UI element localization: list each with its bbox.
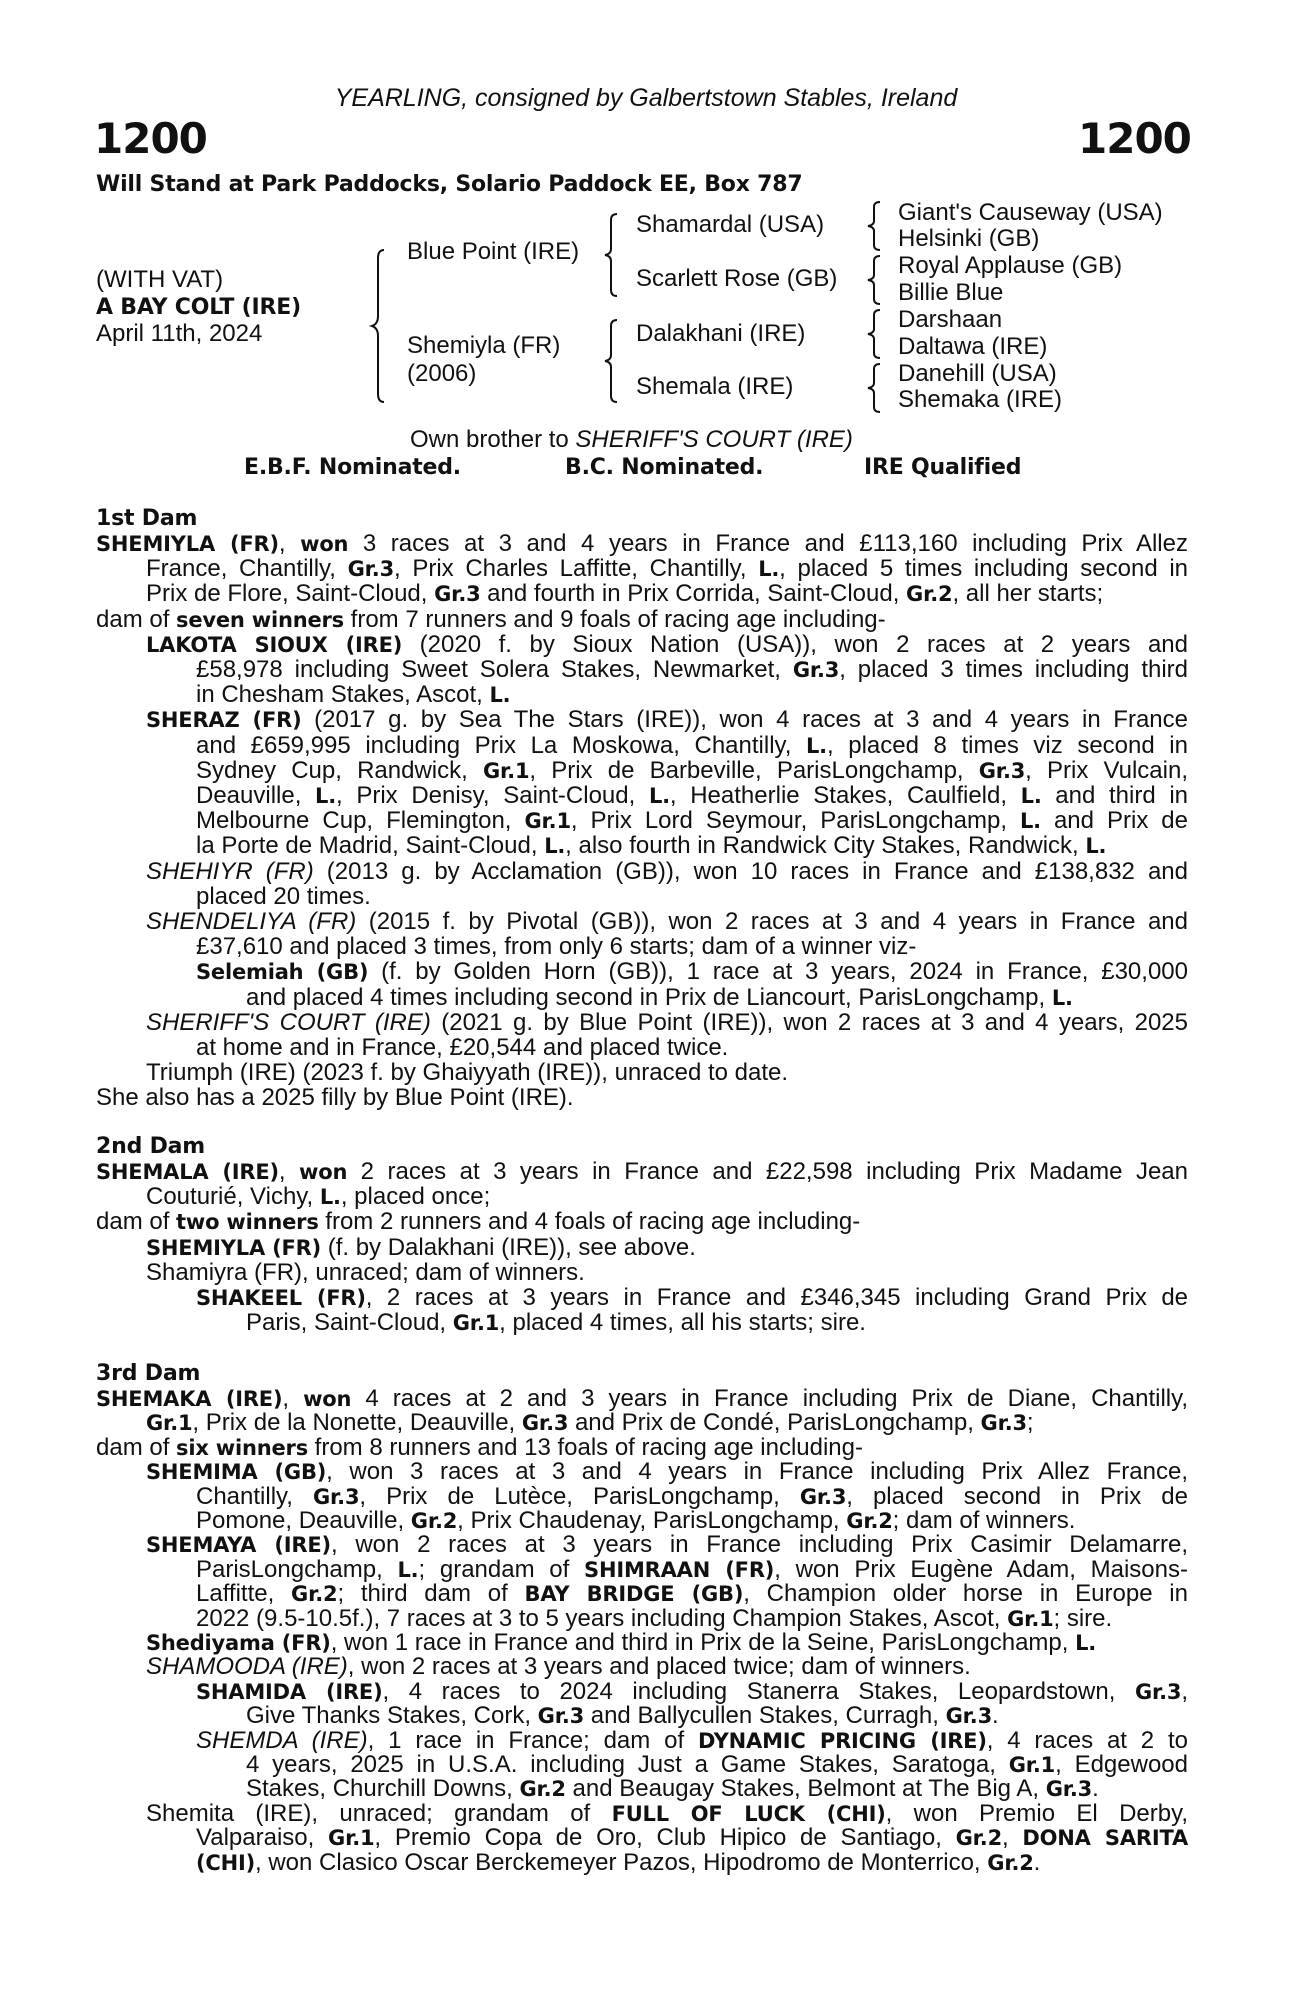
bold-text: Gr.1 (452, 1311, 500, 1336)
pedigree-sire-sire: Shamardal (USA) (636, 211, 825, 238)
pedigree-bracket-g1 (866, 200, 886, 252)
text: Shamiyra (FR), unraced; dam of winners. (146, 1258, 585, 1286)
text: , Premio Copa de Oro, Club Hipico de Santiago, (374, 1825, 956, 1852)
text: and Prix de (1040, 808, 1188, 835)
text: and £659,995 including Prix La Moskowa, Chantilly, (196, 732, 806, 759)
text: , Prix de Lutèce, ParisLongchamp, (359, 1483, 800, 1510)
text: from 2 runners and 4 foals of racing age including- (318, 1208, 861, 1236)
text: ; grandam of (418, 1556, 585, 1583)
text: , won 1 race in France and third in Prix de la Seine, ParisLongchamp, (330, 1629, 1076, 1656)
vat-note: (WITH VAT) (96, 266, 224, 293)
pedigree-g3-3: Royal Applause (GB) (898, 252, 1123, 279)
text: , placed once; (340, 1183, 491, 1211)
text-line (196, 1557, 1188, 1583)
text: , Champion older horse in Europe in (743, 1581, 1188, 1608)
pedigree-sire-dam: Scarlett Rose (GB) (636, 265, 838, 292)
text-line (246, 1310, 866, 1336)
text: £58,978 including Sweet Solera Stakes, Newmarket, (196, 657, 793, 683)
text-line (196, 1484, 1188, 1510)
text-line (146, 1235, 696, 1261)
text: , placed 4 times, all his starts; sire. (499, 1309, 866, 1337)
bold-text: Gr.3 (1134, 1679, 1182, 1704)
own-brother-name: SHERIFF'S COURT (IRE) (575, 426, 853, 453)
text: £37,610 and placed 3 times, from only 6 starts; dam of a winner viz- (196, 933, 917, 961)
bold-text: two winners (176, 1210, 319, 1235)
bold-text: Gr.3 (434, 582, 481, 607)
bold-text: Gr.1 (524, 809, 571, 834)
text: from 8 runners and 13 foals of racing age including- (308, 1433, 863, 1461)
bold-text: SHEMALA (IRE) (96, 1160, 279, 1184)
pedigree-g3-5: Darshaan (898, 306, 1003, 333)
text: and third in (1041, 783, 1188, 809)
bold-text: Gr.1 (1007, 1606, 1054, 1631)
bold-text: Gr.3 (978, 758, 1026, 783)
text-line (146, 581, 1103, 607)
bold-text: (CHI) (196, 1850, 255, 1875)
text-line (196, 808, 1188, 834)
pedigree-g3-6: Daltawa (IRE) (898, 333, 1048, 360)
text-line (196, 783, 1188, 809)
pedigree-bracket-g2 (866, 254, 886, 306)
lot-number-right: 1200 (1078, 114, 1191, 163)
bold-text: Selemiah (GB) (196, 960, 369, 985)
bold-text: L. (1020, 809, 1041, 834)
text: Melbourne Cup, Flemington, (196, 808, 525, 835)
bold-text: won (303, 1387, 352, 1411)
bold-text: FULL OF LUCK (CHI) (611, 1801, 886, 1826)
text: France, Chantilly, (146, 556, 348, 583)
text: Stakes, Churchill Downs, (246, 1775, 520, 1803)
bold-text: Gr.3 (792, 658, 840, 682)
bold-text: Gr.1 (328, 1826, 375, 1851)
text-line (196, 959, 1188, 985)
bold-text: L. (315, 784, 337, 808)
text: ParisLongchamp, (196, 1556, 398, 1583)
ire-qualified: IRE Qualified (864, 455, 1022, 480)
pedigree-sire: Blue Point (IRE) (407, 238, 580, 265)
text: placed 20 times. (196, 882, 371, 910)
text-line (196, 733, 1188, 759)
text: She also has a 2025 filly by Blue Point (IRE). (96, 1084, 574, 1112)
text: , 1 race in France; dam of (367, 1727, 698, 1754)
text: , Prix Lord Seymour, ParisLongchamp, (570, 808, 1020, 835)
text: , (282, 1386, 304, 1412)
text: and placed 4 times including second in Prix de Liancourt, ParisLongchamp, (246, 983, 1052, 1011)
text: Sydney Cup, Randwick, (196, 757, 483, 784)
text: , (1181, 1678, 1188, 1705)
text: (2015 f. by Pivotal (GB)), won 2 races at 3 and 4 years in France and (356, 909, 1188, 935)
pedigree-g3-4: Billie Blue (898, 279, 1004, 306)
bold-text: L. (758, 557, 780, 582)
pedigree-g3-7: Danehill (USA) (898, 360, 1057, 387)
pedigree-dam-sire: Dalakhani (IRE) (636, 320, 806, 347)
bold-text: Gr.2 (519, 1777, 566, 1802)
bold-text: Gr.3 (537, 1704, 585, 1729)
text: from 7 runners and 9 foals of racing age including- (343, 605, 886, 633)
text-line (246, 985, 1073, 1011)
text: ; third dam of (337, 1581, 525, 1608)
text-line (196, 1035, 728, 1061)
text: , Prix Vulcain, (1025, 757, 1188, 784)
text: (2021 g. by Blue Point (IRE)), won 2 races at 3 and 4 years, 2025 (430, 1009, 1188, 1036)
bold-text: Gr.1 (1008, 1753, 1056, 1777)
text-line (146, 1532, 1188, 1558)
text: Deauville, (196, 783, 316, 809)
bold-text: BAY BRIDGE (GB) (524, 1582, 744, 1607)
text: ; (1026, 1409, 1034, 1437)
text-line (246, 1752, 1188, 1778)
text: , also fourth in Randwick City Stakes, Randwick, (565, 832, 1086, 860)
pedigree-dam-year: (2006) (407, 360, 477, 387)
first-dam-heading: 1st Dam (96, 506, 198, 531)
text-line (96, 531, 1188, 557)
text-line (146, 1260, 585, 1286)
text-line (196, 1606, 1112, 1632)
consignment-note: YEARLING, consigned by Galbertstown Stables, Ireland (334, 84, 958, 112)
bold-text: SHERAZ (FR) (146, 708, 302, 733)
pedigree-bracket-main (370, 248, 390, 404)
text-line (146, 1459, 1188, 1485)
italic-text: SHEHIYR (FR) (146, 858, 314, 885)
stabling-location: Will Stand at Park Paddocks, Solario Paddock EE, Box 787 (96, 172, 803, 197)
bold-text: SHEMAYA (IRE) (146, 1533, 331, 1558)
text: , won 3 races at 3 and 4 years in France including Prix Allez France, (326, 1459, 1188, 1486)
own-brother-note (410, 427, 853, 453)
own-brother-prefix: Own brother to (410, 426, 576, 453)
text: . (991, 1702, 999, 1730)
text: and Ballycullen Stakes, Curragh, (584, 1702, 946, 1730)
second-dam-heading: 2nd Dam (96, 1134, 206, 1159)
text-line (196, 1850, 1040, 1876)
text: , won Premio El Derby, (885, 1800, 1188, 1827)
bold-text: Gr.3 (799, 1484, 847, 1509)
bold-text: Gr.2 (906, 582, 953, 607)
text: , all her starts; (952, 580, 1104, 608)
text: Prix de Flore, Saint-Cloud, (146, 580, 435, 608)
foaling-date: April 11th, 2024 (96, 320, 263, 347)
bold-text: six winners (176, 1435, 308, 1460)
pedigree-bracket-dam (603, 318, 623, 404)
bold-text: DONA SARITA (1022, 1826, 1188, 1851)
text: dam of (96, 1433, 177, 1461)
pedigree-g3-1: Giant's Causeway (USA) (898, 199, 1163, 226)
text: , won Prix Eugène Adam, Maisons- (774, 1556, 1188, 1583)
bold-text: won (300, 532, 349, 556)
text-line (146, 1010, 1188, 1036)
text: , Prix de Barbeville, ParisLongchamp, (529, 757, 979, 784)
text-line (146, 1410, 1034, 1436)
text: (2020 f. by Sioux Nation (USA)), won 2 races at 2 years and (402, 631, 1188, 658)
text: , placed 8 times viz second in (826, 732, 1188, 759)
bold-text: Gr.3 (347, 557, 394, 582)
bold-text: SHEMIMA (GB) (146, 1460, 327, 1485)
bold-text: Gr.3 (980, 1411, 1027, 1436)
text: (2017 g. by Sea The Stars (IRE)), won 4 races at 3 and 4 years in France (301, 707, 1188, 734)
lot-number-left: 1200 (94, 114, 207, 163)
bold-text: L. (648, 784, 670, 808)
lot-name: A BAY COLT (IRE) (96, 295, 301, 320)
text: , won 2 races at 3 years in France including Prix Casimir Delamarre, (330, 1532, 1188, 1559)
bold-text: Gr.1 (146, 1411, 193, 1436)
text: ; sire. (1053, 1604, 1113, 1632)
text-line (146, 859, 1188, 885)
text: , Prix Chaudenay, ParisLongchamp, (457, 1507, 847, 1534)
text-line (246, 1703, 999, 1729)
text: , placed 5 times including second in (779, 556, 1188, 583)
text: and Prix de Condé, ParisLongchamp, (568, 1409, 981, 1437)
text: Shemita (IRE), unraced; grandam of (146, 1800, 612, 1827)
text-line (146, 1630, 1096, 1656)
bold-text: L. (544, 834, 566, 859)
bold-text: L. (397, 1557, 419, 1582)
bold-text: L. (319, 1185, 341, 1210)
text: , placed second in Prix de (846, 1483, 1188, 1510)
text-line (146, 632, 1188, 658)
text-line (96, 1159, 1188, 1185)
bold-text: L. (806, 733, 827, 758)
text-line (246, 1776, 1099, 1802)
text: . (1092, 1775, 1099, 1803)
text-line (146, 1184, 490, 1210)
text: in Chesham Stakes, Ascot, (196, 681, 490, 709)
third-dam-heading: 3rd Dam (96, 1361, 201, 1386)
text: , won Clasico Oscar Berckemeyer Pazos, Hipodromo de Monterrico, (255, 1848, 988, 1876)
bc-nominated: B.C. Nominated. (565, 455, 764, 480)
text-line (196, 1581, 1188, 1607)
text: , Heatherlie Stakes, Caulfield, (669, 783, 1021, 809)
text: 4 races at 2 and 3 years in France including Prix de Diane, Chantilly, (351, 1386, 1188, 1412)
ebf-nominated: E.B.F. Nominated. (244, 455, 461, 480)
text-line (146, 556, 1188, 582)
pedigree-bracket-g4 (866, 362, 886, 414)
bold-text: L. (489, 683, 511, 708)
text-line (146, 1801, 1188, 1827)
text: , 4 races to 2024 including Stanerra Stakes, Leopardstown, (382, 1678, 1135, 1705)
bold-text: SHAMIDA (IRE) (196, 1679, 383, 1704)
bold-text: Gr.2 (955, 1826, 1002, 1851)
italic-text: SHERIFF'S COURT (IRE) (146, 1009, 431, 1036)
pedigree-bracket-sire (603, 212, 623, 298)
text: 2022 (9.5-10.5f.), 7 races at 3 to 5 years including Champion Stakes, Ascot, (196, 1604, 1008, 1632)
text-line (146, 707, 1188, 733)
text: Triumph (IRE) (2023 f. by Ghaiyyath (IRE)), unraced to date. (146, 1059, 789, 1087)
text: Valparaiso, (196, 1825, 329, 1852)
text-line (196, 1508, 1075, 1534)
text: , 2 races at 3 years in France and £346,345 including Grand Prix de (365, 1285, 1188, 1311)
bold-text: Gr.3 (312, 1484, 360, 1509)
text: Paris, Saint-Cloud, (246, 1309, 453, 1337)
bold-text: SHEMIYLA (FR) (96, 532, 279, 556)
bold-text: SHAKEEL (FR) (196, 1286, 366, 1310)
text-line (96, 1386, 1188, 1412)
text: , 4 races at 2 to (986, 1727, 1188, 1754)
text: , (278, 1159, 300, 1185)
bold-text: L. (1075, 1631, 1097, 1655)
text: 3 races at 3 and 4 years in France and £113,160 including Prix Allez (348, 531, 1188, 557)
italic-text: SHEMDA (IRE) (196, 1727, 368, 1754)
text: , (278, 531, 301, 557)
text-line (196, 934, 916, 960)
bold-text: LAKOTA SIOUX (IRE) (146, 632, 403, 657)
text-line (196, 1285, 1188, 1311)
text: , placed 3 times including third (839, 657, 1188, 683)
text: , Prix Charles Laffitte, Chantilly, (394, 556, 759, 583)
bold-text: SHIMRAAN (FR) (584, 1557, 775, 1582)
pedigree-g3-2: Helsinki (GB) (898, 225, 1040, 252)
text: 2 races at 3 years in France and £22,598 including Prix Madame Jean (347, 1159, 1188, 1185)
text: 4 years, 2025 in U.S.A. including Just a Game Stakes, Saratoga, (246, 1752, 1009, 1778)
pedigree-dam: Shemiyla (FR) (407, 332, 561, 359)
bold-text: Gr.2 (410, 1509, 458, 1533)
text: at home and in France, £20,544 and placed twice. (196, 1034, 729, 1061)
text: Couturié, Vichy, (146, 1183, 320, 1211)
text: , (1002, 1825, 1023, 1852)
pedigree-bracket-g3 (866, 308, 886, 360)
bold-text: Gr.3 (521, 1411, 569, 1436)
text: Laffitte, (196, 1581, 292, 1608)
text-line (196, 1728, 1188, 1754)
text-line (196, 1825, 1188, 1851)
italic-text: SHENDELIYA (FR) (146, 909, 357, 935)
text-line (146, 909, 1188, 935)
text-line (96, 1435, 863, 1461)
italic-text: SHAMOODA (IRE) (146, 1653, 348, 1681)
text: dam of (96, 605, 177, 633)
text: and fourth in Prix Corrida, Saint-Cloud, (480, 580, 907, 608)
text: , Prix Denisy, Saint-Cloud, (336, 783, 649, 809)
bold-text: SHEMIYLA (FR) (146, 1235, 322, 1260)
text-line (96, 1085, 574, 1111)
text-line (96, 1209, 860, 1235)
text: , won 2 races at 3 years and placed twice; dam of winners. (347, 1653, 971, 1681)
bold-text: Gr.2 (291, 1582, 338, 1607)
bold-text: Shediyama (FR) (146, 1631, 331, 1655)
text: , Edgewood (1055, 1752, 1188, 1778)
text-line (96, 607, 886, 633)
bold-text: DYNAMIC PRICING (IRE) (697, 1728, 987, 1753)
text: Give Thanks Stakes, Cork, (246, 1702, 538, 1730)
bold-text: L. (1051, 985, 1073, 1010)
text: and Beaugay Stakes, Belmont at The Big A, (565, 1775, 1046, 1803)
text: Pomone, Deauville, (196, 1507, 411, 1534)
text: Chantilly, (196, 1483, 313, 1510)
text-line (196, 884, 371, 910)
text-line (196, 833, 1106, 859)
text-line (146, 1060, 788, 1086)
bold-text: Gr.1 (482, 758, 530, 783)
bold-text: Gr.2 (846, 1509, 893, 1533)
text: la Porte de Madrid, Saint-Cloud, (196, 832, 545, 860)
bold-text: L. (1020, 784, 1042, 808)
text: dam of (96, 1208, 177, 1236)
text: , Prix de la Nonette, Deauville, (192, 1409, 522, 1437)
text: . (1033, 1848, 1041, 1876)
text: ; dam of winners. (892, 1507, 1076, 1534)
bold-text: seven winners (176, 607, 344, 632)
text-line (146, 1654, 971, 1680)
bold-text: Gr.2 (987, 1850, 1034, 1875)
text-line (196, 758, 1188, 784)
text-line (196, 682, 510, 708)
bold-text: won (299, 1160, 348, 1184)
bold-text: L. (1085, 834, 1107, 859)
bold-text: SHEMAKA (IRE) (96, 1387, 283, 1411)
pedigree-g3-8: Shemaka (IRE) (898, 386, 1063, 413)
bold-text: Gr.3 (945, 1704, 992, 1729)
text: (f. by Dalakhani (IRE)), see above. (321, 1233, 696, 1261)
pedigree-dam-dam: Shemala (IRE) (636, 373, 794, 400)
bold-text: Gr.3 (1045, 1777, 1093, 1802)
text-line (196, 1679, 1188, 1705)
text: (2013 g. by Acclamation (GB)), won 10 races in France and £138,832 and (313, 858, 1188, 885)
text-line (196, 657, 1188, 683)
text: (f. by Golden Horn (GB)), 1 race at 3 years, 2024 in France, £30,000 (368, 959, 1188, 986)
